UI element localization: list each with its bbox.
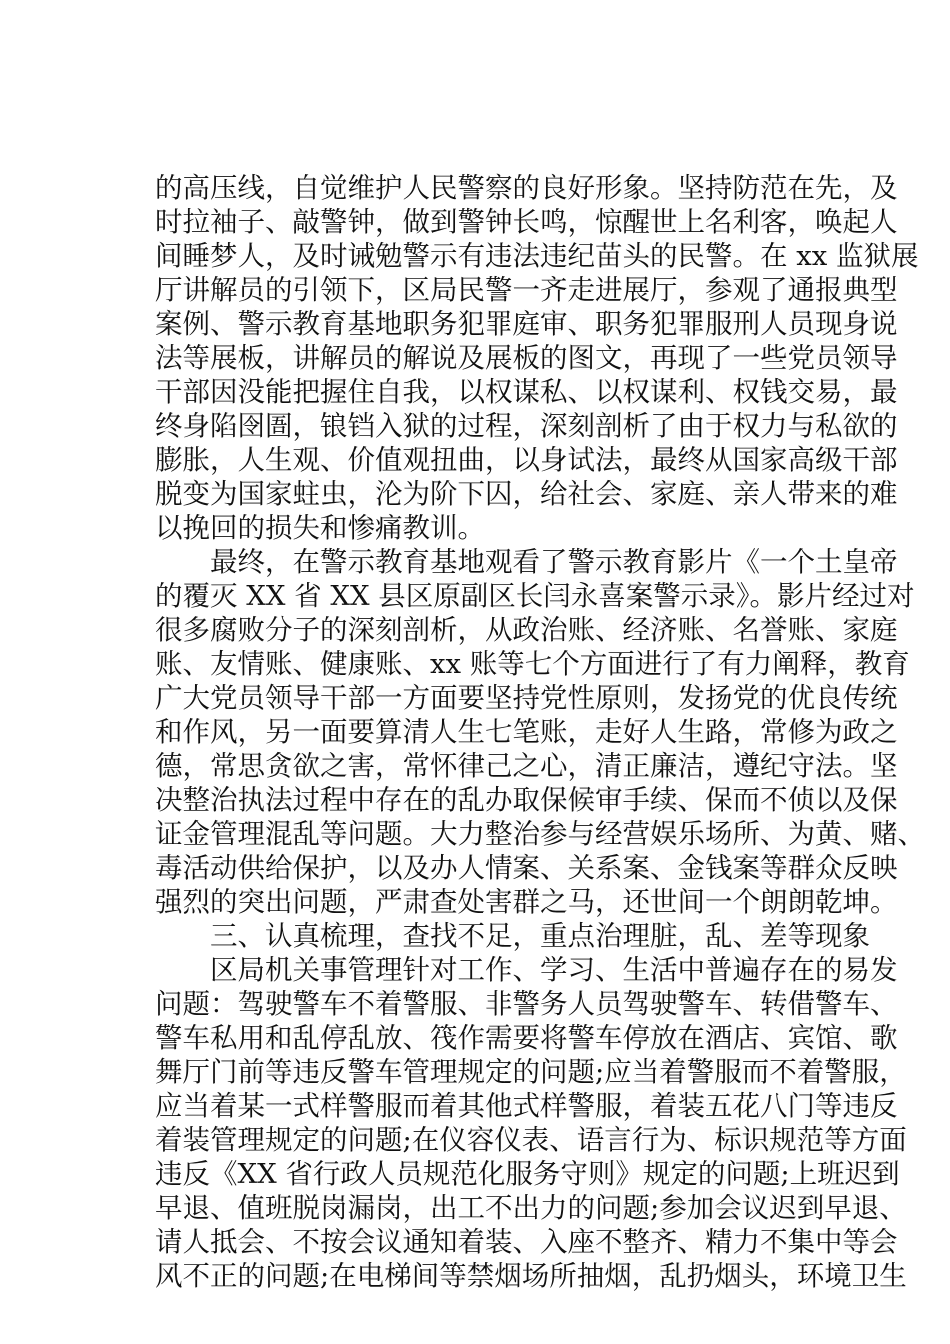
text-line: 证金管理混乱等问题。大力整治参与经营娱乐场所、为黄、赌、 [155, 818, 925, 850]
text-line: 早退、值班脱岗漏岗，出工不出力的问题;参加会议迟到早退、 [155, 1192, 907, 1224]
text-line: 以挽回的损失和惨痛教训。 [155, 512, 485, 544]
text-line: 区局机关事管理针对工作、学习、生活中普遍存在的易发 [155, 954, 898, 986]
text-line: 的高压线，自觉维护人民警察的良好形象。坚持防范在先，及 [155, 172, 898, 204]
text-line: 风不正的问题;在电梯间等禁烟场所抽烟，乱扔烟头，环境卫生 [155, 1260, 907, 1292]
text-line: 德，常思贪欲之害，常怀律己之心，清正廉洁，遵纪守法。坚 [155, 750, 898, 782]
text-line: 膨胀，人生观、价值观扭曲，以身试法，最终从国家高级干部 [155, 444, 898, 476]
text-line: 问题：驾驶警车不着警服、非警务人员驾驶警车、转借警车、 [155, 988, 898, 1020]
text-line: 应当着某一式样警服而着其他式样警服，着装五花八门等违反 [155, 1090, 898, 1122]
text-line: 舞厅门前等违反警车管理规定的问题;应当着警服而不着警服， [155, 1056, 907, 1088]
text-line: 决整治执法过程中存在的乱办取保候审手续、保而不侦以及保 [155, 784, 898, 816]
text-line: 脱变为国家蛀虫，沦为阶下囚，给社会、家庭、亲人带来的难 [155, 478, 898, 510]
text-line: 着装管理规定的问题;在仪容仪表、语言行为、标识规范等方面 [155, 1124, 907, 1156]
text-line: 间睡梦人，及时诫勉警示有违法违纪苗头的民警。在 xx 监狱展 [155, 240, 919, 272]
text-line: 警车私用和乱停乱放、筏作需要将警车停放在酒店、宾馆、歌 [155, 1022, 898, 1054]
text-line: 终身陷囹圄，锒铛入狱的过程，深刻剖析了由于权力与私欲的 [155, 410, 898, 442]
text-line: 毒活动供给保护，以及办人情案、关系案、金钱案等群众反映 [155, 852, 898, 884]
text-line: 干部因没能把握住自我，以权谋私、以权谋利、权钱交易，最 [155, 376, 898, 408]
text-line: 的覆灭 XX 省 XX 县区原副区长闫永喜案警示录》。影片经过对 [155, 580, 915, 612]
text-line: 请人抵会、不按会议通知着装、入座不整齐、精力不集中等会 [155, 1226, 898, 1258]
text-line: 违反《XX 省行政人员规范化服务守则》规定的问题;上班迟到 [155, 1158, 900, 1190]
text-line: 强烈的突出问题，严肃查处害群之马，还世间一个朗朗乾坤。 [155, 886, 898, 918]
text-line: 账、友情账、健康账、xx 账等七个方面进行了有力阐释，教育 [155, 648, 910, 680]
text-line: 案例、警示教育基地职务犯罪庭审、职务犯罪服刑人员现身说 [155, 308, 898, 340]
text-line: 广大党员领导干部一方面要坚持党性原则，发扬党的优良传统 [155, 682, 898, 714]
text-line: 时拉袖子、敲警钟，做到警钟长鸣，惊醒世上名利客，唤起人 [155, 206, 898, 238]
text-line: 法等展板，讲解员的解说及展板的图文，再现了一些党员领导 [155, 342, 898, 374]
text-line: 最终，在警示教育基地观看了警示教育影片《一个土皇帝 [155, 546, 898, 578]
text-line: 很多腐败分子的深刻剖析，从政治账、经济账、名誉账、家庭 [155, 614, 898, 646]
text-line: 厅讲解员的引领下，区局民警一齐走进展厅，参观了通报典型 [155, 274, 898, 306]
section-heading: 三、认真梳理，查找不足，重点治理脏，乱、差等现象 [155, 920, 870, 952]
text-line: 和作风，另一面要算清人生七笔账，走好人生路，常修为政之 [155, 716, 898, 748]
